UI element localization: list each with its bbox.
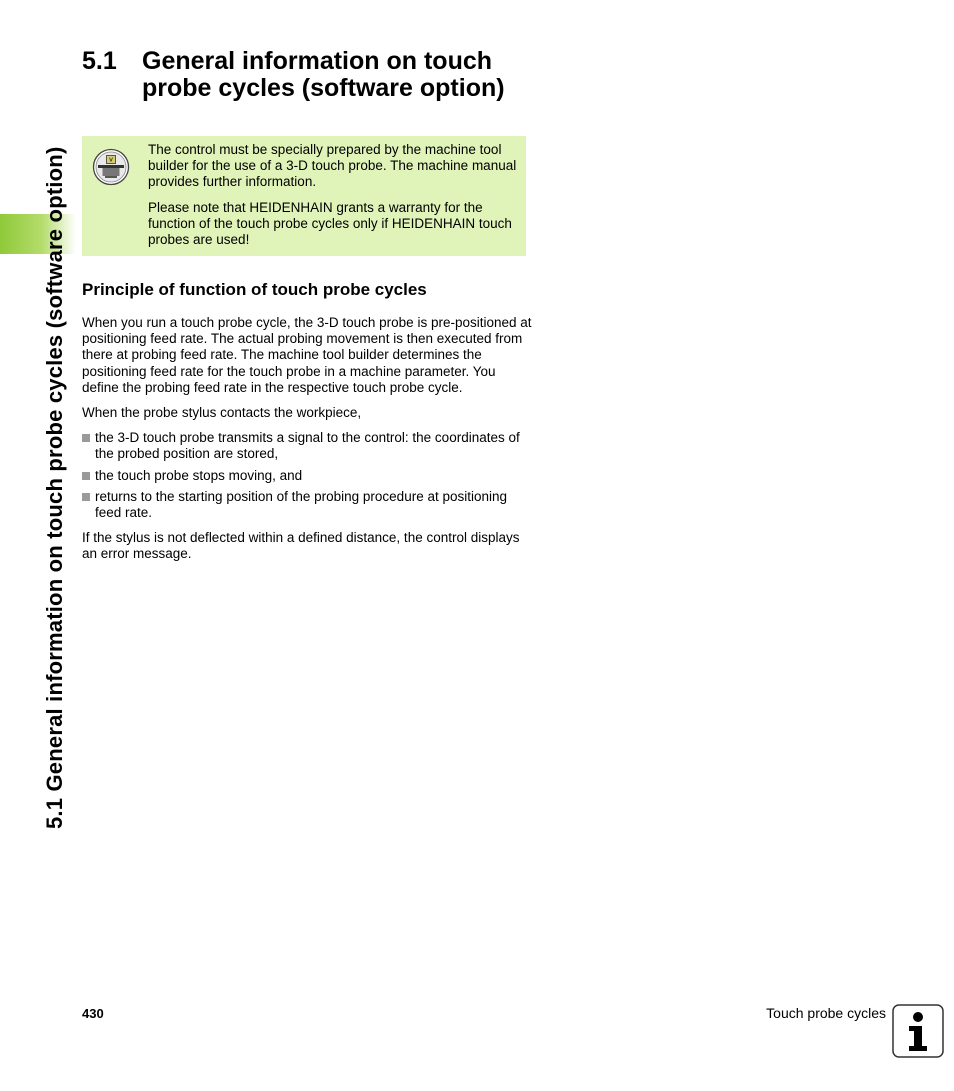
section-heading: Principle of function of touch probe cycles: [82, 280, 427, 299]
bullet-square-icon: [82, 434, 90, 442]
bullet-list: [82, 430, 532, 521]
list-item: [82, 430, 532, 462]
page-title-line2: probe cycles (software option): [142, 74, 505, 102]
list-item: [82, 489, 532, 521]
list-item-text: the 3-D touch probe transmits a signal to the control: the coordinates of the probed position are stored,: [95, 430, 520, 462]
list-item-text: returns to the starting position of the probing procedure at positioning feed rate.: [95, 488, 508, 521]
list-item-text: the touch probe stops moving, and: [95, 467, 303, 483]
section-body: [82, 315, 532, 572]
note-paragraph: Please note that HEIDENHAIN grants a warranty for the function of the touch probe cycles only if HEIDENHAIN touch probes are used!: [148, 199, 512, 248]
info-icon: [892, 1004, 944, 1058]
page-title-line1: General information on touch: [142, 47, 493, 75]
body-paragraph: When you run a touch probe cycle, the 3-D touch probe is pre-positioned at positioning feed rate. The actual probing movement is then executed from there at probing feed rate. The machine tool builder determines the positioning feed rate for the touch probe in a machine parameter. You define the probing feed rate in the respective touch probe cycle.: [82, 315, 532, 395]
page-number: 430: [82, 1006, 104, 1021]
sidebar-chapter-title: 5.1 General information on touch probe cycles (software option): [42, 146, 67, 829]
body-paragraph: When the probe stylus contacts the workpiece,: [82, 405, 362, 421]
section-number: 5.1: [82, 47, 117, 75]
machine-tool-icon: [92, 148, 130, 186]
note-paragraph: The control must be specially prepared by the machine tool builder for the use of a 3-D touch probe. The machine manual provides further information.: [148, 142, 517, 190]
bullet-square-icon: [82, 493, 90, 501]
machine-note-box: [82, 136, 526, 256]
body-paragraph: If the stylus is not deflected within a defined distance, the control displays an error message.: [82, 530, 520, 562]
bullet-square-icon: [82, 472, 90, 480]
footer-title: Touch probe cycles: [766, 1005, 886, 1021]
list-item: [82, 468, 532, 484]
